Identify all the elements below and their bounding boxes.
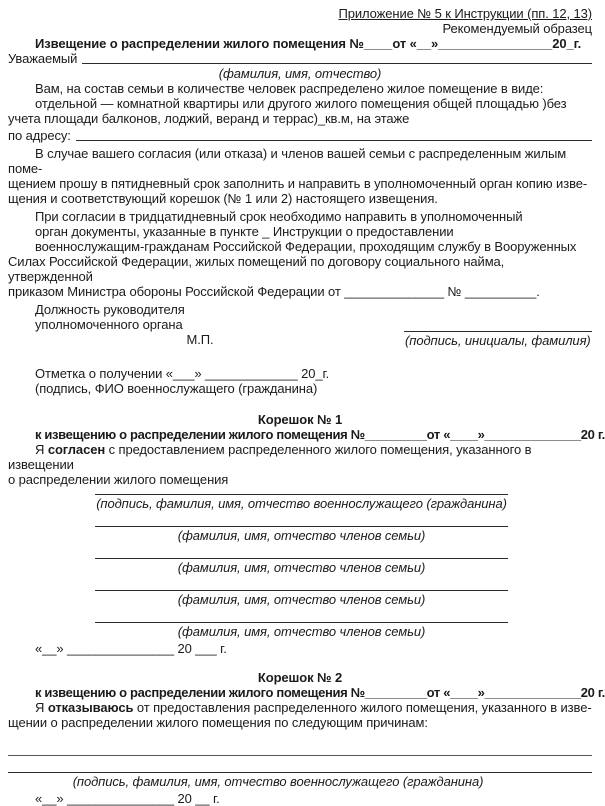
address-row	[8, 128, 592, 143]
salutation-blank-line	[82, 63, 592, 64]
docs-instruction-line: При согласии в тридцатидневный срок необходимо направить в уполномоченный	[35, 209, 523, 224]
docs-instruction-line: орган документы, указанные в пункте _ Инструкции о предоставлении	[35, 224, 454, 239]
receipt-block	[8, 366, 592, 396]
sample-note: Рекомендуемый образец	[442, 21, 592, 36]
notice-title: Извещение о распределении жилого помещения №____от «__»________________20_г.	[35, 36, 582, 51]
docs-instruction-line: приказом Министра обороны Российской Федерации от ______________ № __________.	[8, 284, 540, 299]
signature-entry	[95, 526, 508, 543]
family-caption: (фамилия, имя, отчество членов семьи)	[177, 592, 426, 607]
koreshok2-heading: Корешок № 2	[257, 670, 343, 685]
signature-entry	[95, 558, 508, 575]
official-position-line: Должность руководителя	[35, 302, 185, 317]
koreshok1-section	[8, 412, 605, 656]
official-signature-block	[8, 302, 592, 348]
family-caption: (фамилия, имя, отчество членов семьи)	[177, 624, 426, 639]
consent-instruction-line: щения и соответствующий корешок (№ 1 или 2) настоящего извещения.	[8, 191, 438, 206]
salutation-row	[8, 51, 592, 66]
official-signature-caption: (подпись, инициалы, фамилия)	[405, 333, 591, 348]
consent-statement-line: Я согласен с предоставлением распределенного жилого помещения, указанного в извещении	[8, 442, 532, 472]
apartment-type-line: учета площади балконов, лоджий, веранд и террас)_кв.м, на этаже	[8, 111, 410, 126]
docs-instruction-line: военнослужащим-гражданам Российской Федерации, проходящим службу в Вооруженных	[35, 239, 577, 254]
consent-instruction-line: щением прошу в пятидневный срок заполнить и направить в уполномоченный орган копию изве-	[8, 176, 588, 191]
consent-word: согласен	[47, 442, 106, 457]
consent-statement-line: о распределении жилого помещения	[8, 472, 229, 487]
official-position-line: уполномоченного органа	[35, 317, 183, 332]
refusal-statement-line: щении о распределении жилого помещения по следующим причинам:	[8, 715, 428, 730]
koreshok2-subheading: к извещению о распределении жилого помещения №_________от «____»______________20 г.	[35, 685, 605, 700]
apartment-type-line: отдельной — комнатной квартиры или другого жилого помещения общей площадью )без	[35, 96, 567, 111]
refusal-statement-line: Я отказываюсь от предоставления распределенного жилого помещения, указанного в изве-	[35, 700, 592, 715]
address-blank-line	[76, 140, 592, 141]
appendix-reference: Приложение № 5 к Инструкции (пп. 12, 13)	[338, 6, 592, 21]
koreshok1-subheading: к извещению о распределении жилого помещения №_________от «____»______________20 г.	[35, 427, 605, 442]
koreshok2-date-line: «__» _______________ 20 __ г.	[35, 791, 220, 806]
salutation-caption: (фамилия, имя, отчество)	[218, 66, 382, 81]
signature-entry	[95, 494, 508, 511]
family-caption: (фамилия, имя, отчество членов семьи)	[177, 528, 426, 543]
address-label: по адресу:	[8, 128, 71, 143]
stamp-mark: М.П.	[186, 332, 214, 347]
koreshok1-signatures	[95, 494, 508, 639]
koreshok2-section	[8, 670, 605, 806]
consent-instruction-line: В случае вашего согласия (или отказа) и членов вашей семьи с распределенным жилым поме-	[8, 146, 567, 176]
signature-caption: (подпись, фамилия, имя, отчество военнослужащего (гражданина)	[72, 774, 484, 789]
receipt-mark-line: Отметка о получении «___» _____________ 20_г.	[35, 366, 330, 381]
official-signature-line	[404, 317, 592, 332]
docs-instruction-line: Силах Российской Федерации, жилых помещений по договору социального найма, утвержденной	[8, 254, 505, 284]
koreshok1-date-line: «__» _______________ 20 ___ г.	[35, 641, 227, 656]
salutation-label: Уважаемый	[8, 51, 78, 66]
signature-entry	[95, 622, 508, 639]
reason-blank-line	[8, 755, 592, 756]
koreshok1-heading: Корешок № 1	[257, 412, 343, 427]
family-caption: (фамилия, имя, отчество членов семьи)	[177, 560, 426, 575]
receipt-signature-caption: (подпись, ФИО военнослужащего (гражданина)	[35, 381, 318, 396]
family-size-paragraph: Вам, на состав семьи в количестве человек распределено жилое помещение в виде:	[35, 81, 544, 96]
signature-caption: (подпись, фамилия, имя, отчество военнослужащего (гражданина)	[96, 496, 507, 511]
signature-entry	[95, 590, 508, 607]
refuse-word: отказываюсь	[47, 700, 134, 715]
